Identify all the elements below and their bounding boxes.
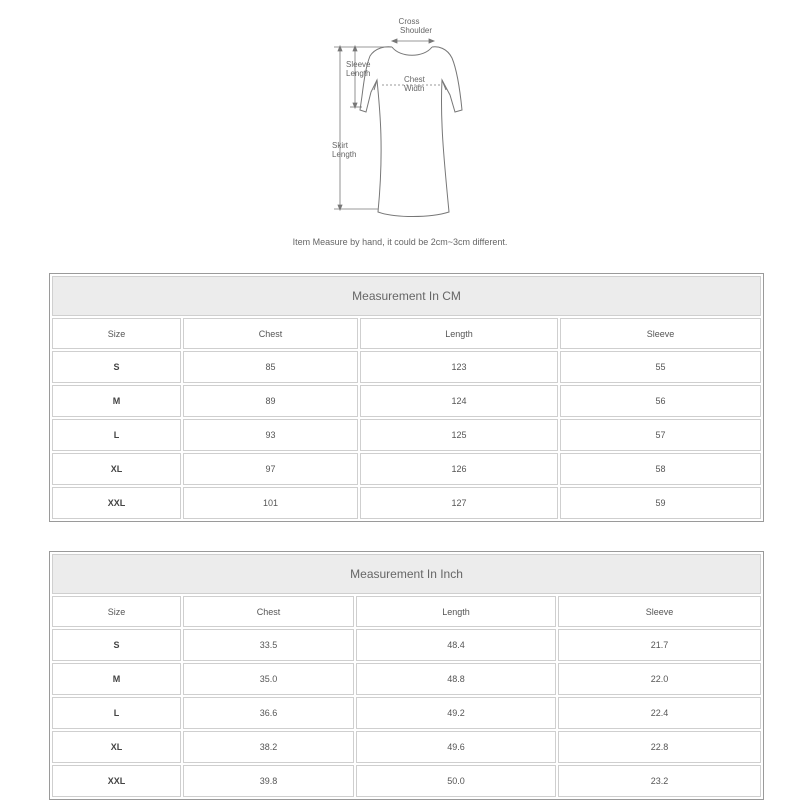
length-cell: 125 [360, 419, 558, 451]
table-row [52, 453, 761, 485]
length-cell: 49.6 [356, 731, 556, 763]
chest-cell: 89 [183, 385, 358, 417]
column-header-sleeve: Sleeve [558, 596, 761, 627]
sleeve-cell: 57 [560, 419, 761, 451]
sleeve-cell: 22.8 [558, 731, 761, 763]
table-row [52, 351, 761, 383]
chest-width-label-2: Width [404, 84, 425, 93]
length-cell: 48.4 [356, 629, 556, 661]
sleeve-cell: 23.2 [558, 765, 761, 797]
length-cell: 123 [360, 351, 558, 383]
size-cell: L [52, 419, 181, 451]
table-title: Measurement In Inch [52, 554, 761, 594]
column-header-length: Length [360, 318, 558, 349]
cross-shoulder-label-1: Cross [398, 17, 420, 26]
chest-cell: 38.2 [183, 731, 354, 763]
measurement-note: Item Measure by hand, it could be 2cm~3cm different. [292, 237, 508, 247]
sleeve-cell: 58 [560, 453, 761, 485]
sleeve-cell: 21.7 [558, 629, 761, 661]
sleeve-cell: 55 [560, 351, 761, 383]
size-cell: S [52, 351, 181, 383]
table-row [52, 663, 761, 695]
dress-measurement-diagram [0, 0, 800, 230]
size-cell: XL [52, 453, 181, 485]
length-cell: 126 [360, 453, 558, 485]
chest-cell: 35.0 [183, 663, 354, 695]
table-header-row [52, 596, 761, 627]
size-cell: S [52, 629, 181, 661]
size-cell: XXL [52, 765, 181, 797]
measurement-table-cm [49, 273, 764, 522]
sleeve-cell: 22.4 [558, 697, 761, 729]
sleeve-cell: 59 [560, 487, 761, 519]
chest-cell: 33.5 [183, 629, 354, 661]
column-header-sleeve: Sleeve [560, 318, 761, 349]
chest-cell: 36.6 [183, 697, 354, 729]
length-cell: 124 [360, 385, 558, 417]
size-cell: XL [52, 731, 181, 763]
measurement-table-inch [49, 551, 764, 800]
chest-cell: 85 [183, 351, 358, 383]
size-cell: M [52, 663, 181, 695]
table-title: Measurement In CM [52, 276, 761, 316]
chest-width-label-1: Chest [404, 75, 425, 84]
length-cell: 48.8 [356, 663, 556, 695]
table-row [52, 385, 761, 417]
chest-cell: 97 [183, 453, 358, 485]
sleeve-cell: 22.0 [558, 663, 761, 695]
chest-cell: 39.8 [183, 765, 354, 797]
table-header-row [52, 318, 761, 349]
size-cell: XXL [52, 487, 181, 519]
column-header-size: Size [52, 596, 181, 627]
table-row [52, 697, 761, 729]
skirt-length-label-1: Skirt [332, 141, 348, 150]
table-row [52, 765, 761, 797]
sleeve-cell: 56 [560, 385, 761, 417]
column-header-length: Length [356, 596, 556, 627]
dress-outline-icon [360, 47, 462, 217]
length-cell: 49.2 [356, 697, 556, 729]
sleeve-length-label-2: Length [346, 69, 371, 78]
table-row [52, 731, 761, 763]
cross-shoulder-label-2: Shoulder [399, 26, 433, 35]
skirt-length-label-2: Length [332, 150, 357, 159]
table-row [52, 419, 761, 451]
column-header-chest: Chest [183, 318, 358, 349]
length-cell: 127 [360, 487, 558, 519]
chest-cell: 93 [183, 419, 358, 451]
size-cell: L [52, 697, 181, 729]
column-header-chest: Chest [183, 596, 354, 627]
table-row [52, 487, 761, 519]
length-cell: 50.0 [356, 765, 556, 797]
table-row [52, 629, 761, 661]
column-header-size: Size [52, 318, 181, 349]
size-cell: M [52, 385, 181, 417]
sleeve-length-label-1: Sleeve [346, 60, 371, 69]
chest-cell: 101 [183, 487, 358, 519]
